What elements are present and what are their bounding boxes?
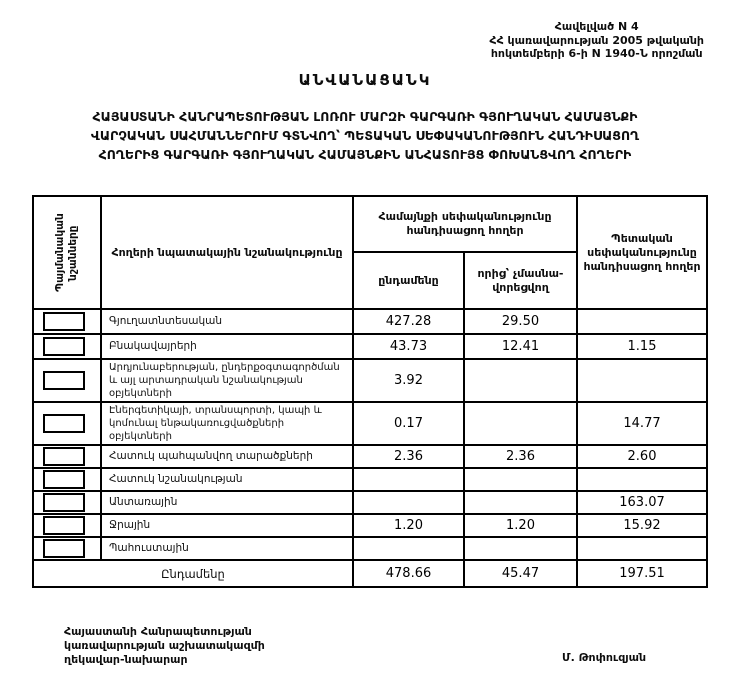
community-total-cell xyxy=(353,537,464,560)
header-community-owned: Համայնքի սեփականությունը հանդիսացող հողեր xyxy=(353,196,577,252)
purpose-cell: Բնակավայրերի xyxy=(101,334,353,359)
not-privatized-cell: 2.36 xyxy=(464,445,577,468)
table-row xyxy=(33,514,707,537)
purpose-cell: Անտառային xyxy=(101,491,353,514)
purpose-cell: Հատուկ պահպանվող տարածքների xyxy=(101,445,353,468)
footer-office-block xyxy=(64,625,265,667)
footer-office-line-3: ղեկավար-նախարար xyxy=(64,653,188,666)
subtitle-line-3: ՀՈՂԵՐԻՑ ԳԱՐԳԱՌԻ ԳՅՈՒՂԱԿԱՆ ՀԱՄԱՅՆՔԻՆ ԱՆՀԱՏՈՒՅՑ ՓՈԽԱՆՑՎՈՂ ՀՈՂԵՐԻ xyxy=(98,147,632,162)
not-privatized-cell: 1.20 xyxy=(464,514,577,537)
header-purpose: Հողերի նպատակային նշանակությունը xyxy=(101,196,353,309)
table-row xyxy=(33,402,707,445)
page-title: ԱՆՎԱՆԱՑԱՆԿ xyxy=(298,71,432,89)
not-privatized-cell: 29.50 xyxy=(464,309,577,334)
symbol-cell xyxy=(33,309,101,334)
symbol-cell xyxy=(33,334,101,359)
table-row xyxy=(33,359,707,402)
purpose-cell: Գյուղատնտեսական xyxy=(101,309,353,334)
community-total-cell xyxy=(353,491,464,514)
community-total-cell xyxy=(353,468,464,491)
table-row xyxy=(33,334,707,359)
community-total-cell: 427.28 xyxy=(353,309,464,334)
table-row xyxy=(33,445,707,468)
legend-symbol-box xyxy=(43,493,85,512)
purpose-cell: Հատուկ նշանակության xyxy=(101,468,353,491)
community-total-cell: 0.17 xyxy=(353,402,464,445)
land-table xyxy=(32,195,708,588)
not-privatized-cell xyxy=(464,491,577,514)
table-row xyxy=(33,468,707,491)
legend-symbol-box xyxy=(43,414,85,433)
annex-line-1: Հավելված N 4 xyxy=(554,20,639,33)
signatory-name: Մ. Թոփուզյան xyxy=(562,651,647,664)
purpose-cell: Արդյունաբերության, ընդերքօգտագործման և այլ արտադրական նշանակության օբյեկտների xyxy=(101,359,353,402)
community-total-cell: 1.20 xyxy=(353,514,464,537)
annex-line-2: ՀՀ կառավարության 2005 թվականի xyxy=(489,33,704,47)
symbol-cell xyxy=(33,445,101,468)
header-symbols-label: Պայմանական նշանները xyxy=(54,213,79,292)
total-community-cell: 478.66 xyxy=(353,560,464,587)
not-privatized-cell xyxy=(464,359,577,402)
state-cell xyxy=(577,359,707,402)
community-total-cell: 43.73 xyxy=(353,334,464,359)
header-state-owned: Պետական սեփականությունը հանդիսացող հողեր xyxy=(577,196,707,309)
purpose-cell: Ջրային xyxy=(101,514,353,537)
state-cell: 2.60 xyxy=(577,445,707,468)
legend-symbol-box xyxy=(43,371,85,390)
purpose-cell: Պահուստային xyxy=(101,537,353,560)
not-privatized-cell xyxy=(464,402,577,445)
header-community-not-privatized: որից՝ չմասնա-վորեցվող xyxy=(464,252,577,309)
footer-office-line-2: կառավարության աշխատակազմի xyxy=(64,639,265,652)
header-community-total: ընդամենը xyxy=(353,252,464,309)
document-subtitle xyxy=(10,107,720,164)
subtitle-line-2: ՎԱՐՉԱԿԱՆ ՍԱՀՄԱՆՆԵՐՈՒՄ ԳՏՆՎՈՂ՝ ՊԵՏԱԿԱՆ ՍԵՓԱԿԱՆՈՒԹՅՈՒՆ ՀԱՆԴԻՍԱՑՈՂ xyxy=(90,128,640,143)
legend-symbol-box xyxy=(43,539,85,558)
table-row xyxy=(33,309,707,334)
not-privatized-cell xyxy=(464,468,577,491)
header-symbols xyxy=(33,196,101,309)
state-cell xyxy=(577,537,707,560)
state-cell xyxy=(577,309,707,334)
total-label-cell: Ընդամենը xyxy=(33,560,353,587)
not-privatized-cell: 12.41 xyxy=(464,334,577,359)
symbol-cell xyxy=(33,491,101,514)
annex-line-3: հոկտեմբերի 6-ի N 1940-Ն որոշման xyxy=(490,47,703,60)
table-row xyxy=(33,491,707,514)
total-state-cell: 197.51 xyxy=(577,560,707,587)
legend-symbol-box xyxy=(43,516,85,535)
state-cell: 15.92 xyxy=(577,514,707,537)
community-total-cell: 2.36 xyxy=(353,445,464,468)
total-not-privatized-cell: 45.47 xyxy=(464,560,577,587)
subtitle-line-1: ՀԱՅԱՍՏԱՆԻ ՀԱՆՐԱՊԵՏՈՒԹՅԱՆ ԼՈՌՈՒ ՄԱՐԶԻ ԳԱՐԳԱՌԻ ԳՅՈՒՂԱԿԱՆ ՀԱՄԱՅՆՔԻ xyxy=(92,109,638,124)
not-privatized-cell xyxy=(464,537,577,560)
community-total-cell: 3.92 xyxy=(353,359,464,402)
legend-symbol-box xyxy=(43,337,85,356)
state-cell: 1.15 xyxy=(577,334,707,359)
table-row xyxy=(33,537,707,560)
legend-symbol-box xyxy=(43,470,85,489)
table-total-row xyxy=(33,560,707,587)
symbol-cell xyxy=(33,359,101,402)
state-cell xyxy=(577,468,707,491)
state-cell: 14.77 xyxy=(577,402,707,445)
symbol-cell xyxy=(33,402,101,445)
legend-symbol-box xyxy=(43,312,85,331)
symbol-cell xyxy=(33,468,101,491)
symbol-cell xyxy=(33,537,101,560)
symbol-cell xyxy=(33,514,101,537)
purpose-cell: Էներգետիկայի, տրանսպորտի, կապի և կոմունալ ենթակառուցվածքների օբյեկտների xyxy=(101,402,353,445)
state-cell: 163.07 xyxy=(577,491,707,514)
annex-reference xyxy=(489,20,704,61)
footer-office-line-1: Հայաստանի Հանրապետության xyxy=(64,625,252,638)
legend-symbol-box xyxy=(43,447,85,466)
